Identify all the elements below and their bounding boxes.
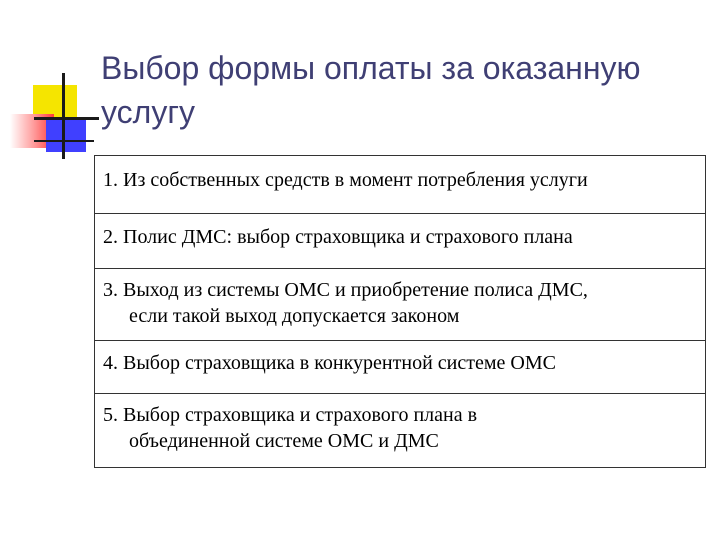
option-text: 5. Выбор страховщика и страхового плана в: [103, 404, 478, 426]
decor-blue-square: [46, 118, 86, 152]
option-text: 1. Из собственных средств в момент потребления услуги: [103, 169, 588, 191]
option-item-1: [94, 155, 706, 214]
option-text: 4. Выбор страховщика в конкурентной системе ОМС: [103, 352, 556, 374]
option-item-3: [94, 268, 706, 341]
option-text: 2. Полис ДМС: выбор страховщика и страхового плана: [103, 226, 573, 248]
option-text-continued: если такой выход допускается законом: [129, 305, 460, 327]
option-item-2: [94, 213, 706, 269]
option-item-5: [94, 393, 706, 468]
option-item-4: [94, 340, 706, 394]
slide-title: Выбор формы оплаты за оказанную услугу: [101, 50, 641, 130]
decor-horizontal-line-2: [34, 140, 94, 142]
option-text-continued: объединенной системе ОМС и ДМС: [129, 430, 439, 452]
decor-vertical-line: [62, 73, 65, 159]
option-text: 3. Выход из системы ОМС и приобретение полиса ДМС,: [103, 279, 588, 301]
options-list: [94, 156, 706, 468]
decor-horizontal-line: [34, 117, 99, 120]
